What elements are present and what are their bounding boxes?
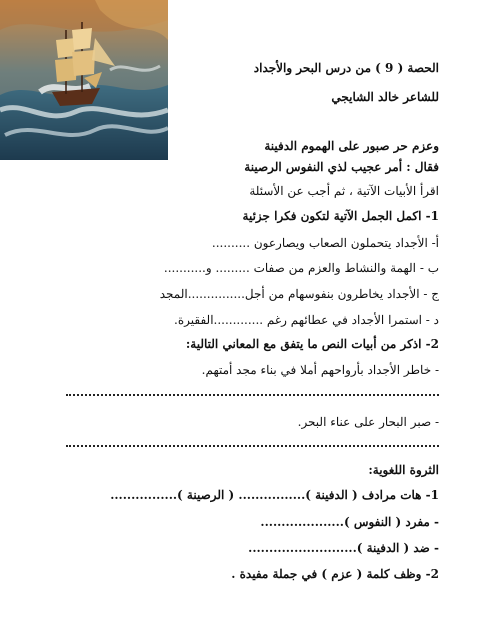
vocab-singular: - مفرد ( النفوس ).................... bbox=[260, 515, 439, 529]
vocab-antonym: - ضد ( الدفينة ).......................... bbox=[248, 541, 439, 555]
vocab-synonym: 1- هات مرادف ( الدفينة )................ ( الرصينة )................ bbox=[110, 488, 439, 502]
question-1-item-a: أ- الأجداد يتحملون الصعاب ويصارعون .......... bbox=[211, 236, 439, 250]
ship-painting-image bbox=[0, 0, 168, 160]
question-2-heading: 2- اذكر من أبيات النص ما يتفق مع المعاني التالية: bbox=[185, 337, 439, 351]
question-1-item-d: د - استمرا الأجداد في عطائهم رغم .............الفقيرة. bbox=[174, 313, 439, 327]
question-1-heading: 1- اكمل الجمل الآتية لتكون فكرا جزئية bbox=[242, 209, 439, 223]
lesson-title: الحصة ( 9 ) من درس البحر والأجداد bbox=[253, 61, 439, 75]
verse-line-1: وعزم حر صبور على الهموم الدفينة bbox=[264, 139, 439, 153]
meaning-2: - صبر البحار على عناء البحر. bbox=[297, 415, 439, 429]
meaning-1: - خاطر الأجداد بأرواحهم أملا في بناء مجد أمتهم. bbox=[201, 363, 439, 377]
answer-line-2 bbox=[66, 445, 439, 447]
answer-line-1 bbox=[66, 394, 439, 396]
question-1-item-b: ب - الهمة والنشاط والعزم من صفات ......... و........... bbox=[163, 261, 439, 275]
read-instruction: اقرأ الأبيات الآتية ، ثم أجب عن الأسئلة bbox=[249, 184, 439, 198]
vocab-title: الثروة اللغوية: bbox=[368, 463, 439, 477]
poet-name: للشاعر خالد الشايجي bbox=[331, 90, 439, 104]
vocab-sentence: 2- وظف كلمة ( عزم ) في جملة مفيدة . bbox=[231, 567, 439, 581]
question-1-item-c: ج - الأجداد يخاطرون بنفوسهام من أجل...............المجد bbox=[159, 287, 439, 301]
ship-painting-icon bbox=[0, 0, 168, 160]
verse-line-2: فقال : أمر عجيب لذي النفوس الرصينة bbox=[244, 160, 439, 174]
